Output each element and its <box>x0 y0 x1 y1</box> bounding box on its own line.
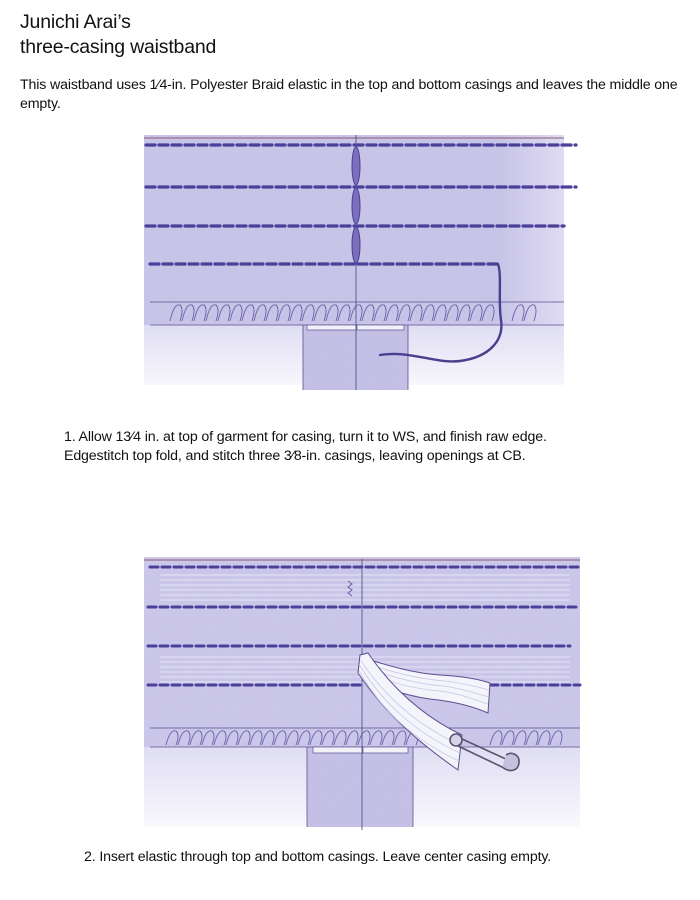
step-1-caption-line-2: Edgestitch top fold, and stitch three 3⁄8-in. casings, leaving openings at CB. <box>64 448 526 464</box>
title-line-1: Junichi Arai’s <box>20 11 131 33</box>
illustration-step-1 <box>140 125 590 395</box>
page-title <box>20 10 216 60</box>
step-1-caption-line-1: 1. Allow 13⁄4 in. at top of garment for casing, turn it to WS, and finish raw edge. <box>64 429 547 445</box>
illustration-step-2 <box>140 545 590 835</box>
step-1-caption <box>64 428 684 466</box>
waistband-casings-illustration <box>140 125 590 395</box>
intro-paragraph: This waistband uses 1⁄4-in. Polyester Braid elastic in the top and bottom casings and leaves the middle one empty. <box>20 77 678 112</box>
elastic-insertion-illustration <box>140 545 590 835</box>
step-2-caption: 2. Insert elastic through top and bottom casings. Leave center casing empty. <box>84 849 552 865</box>
title-line-2: three-casing waistband <box>20 36 217 58</box>
